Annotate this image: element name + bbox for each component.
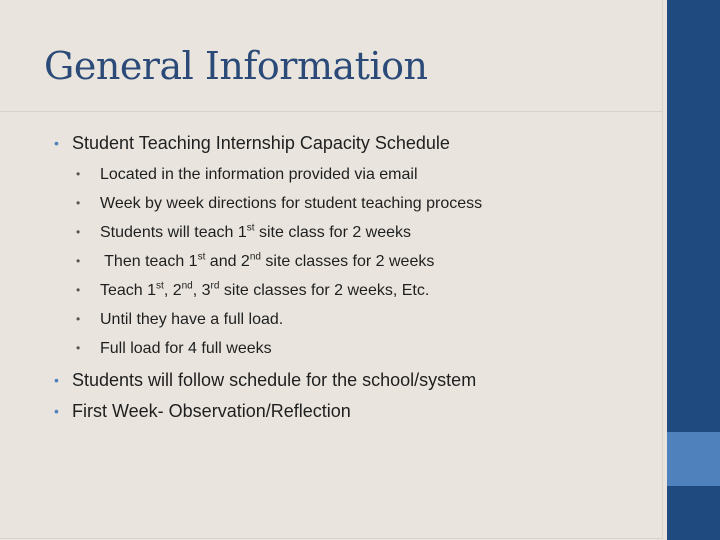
sub-bullet-text: site classes for 2 weeks, Etc. xyxy=(219,282,430,299)
title-divider xyxy=(0,111,663,112)
bullet-item xyxy=(54,132,654,154)
bullet-dot-icon: • xyxy=(76,283,81,297)
ordinal-suffix: st xyxy=(246,222,255,234)
sub-bullet-text: Students will teach 1 xyxy=(100,224,247,241)
sub-bullet-item xyxy=(60,160,654,189)
bullet-dot-icon: • xyxy=(54,372,59,388)
slide-title: General Information xyxy=(44,44,428,88)
sub-bullet-item xyxy=(60,247,654,276)
bullet-item xyxy=(54,369,654,391)
bullet-dot-icon: • xyxy=(76,254,81,268)
sub-bullet-text: Then teach 1 xyxy=(100,253,198,270)
bullet-list xyxy=(54,132,654,422)
sub-bullet-text: Week by week directions for student teaching process xyxy=(100,195,483,212)
sub-bullet-text: and 2 xyxy=(205,253,250,270)
bullet-dot-icon: • xyxy=(54,403,59,419)
bullet-dot-icon: • xyxy=(76,225,81,239)
sub-bullet-text: site class for 2 weeks xyxy=(254,224,412,241)
sub-bullet-text: Full load for 4 full weeks xyxy=(100,340,272,357)
bullet-dot-icon: • xyxy=(76,196,81,210)
ordinal-suffix: rd xyxy=(210,280,220,292)
sub-bullet-text: Located in the information provided via email xyxy=(100,166,418,183)
sub-bullet-text: , 2 xyxy=(163,282,182,299)
bullet-item xyxy=(54,400,654,422)
sub-bullet-list xyxy=(54,160,654,363)
bullet-dot-icon: • xyxy=(76,167,81,181)
ordinal-suffix: st xyxy=(197,251,206,263)
bullet-dot-icon: • xyxy=(54,135,59,151)
sub-bullet-item xyxy=(60,305,654,334)
bullet-text: Students will follow schedule for the school/system xyxy=(72,370,477,390)
sub-bullet-text: , 3 xyxy=(192,282,211,299)
bullet-dot-icon: • xyxy=(76,341,81,355)
bullet-dot-icon: • xyxy=(76,312,81,326)
ordinal-suffix: st xyxy=(156,280,164,292)
sub-bullet-item xyxy=(60,218,654,247)
ordinal-suffix: nd xyxy=(181,280,193,292)
sub-bullet-item xyxy=(60,276,654,305)
bullet-text: Student Teaching Internship Capacity Schedule xyxy=(72,133,450,153)
sub-bullet-text: site classes for 2 weeks xyxy=(260,253,435,270)
sub-bullet-text: Until they have a full load. xyxy=(100,311,284,328)
sub-bullet-text: Teach 1 xyxy=(100,282,157,299)
ordinal-suffix: nd xyxy=(249,251,261,263)
side-accent-block xyxy=(667,432,720,486)
sub-bullet-item xyxy=(60,334,654,363)
sub-bullet-item xyxy=(60,189,654,218)
bullet-text: First Week- Observation/Reflection xyxy=(72,401,351,421)
